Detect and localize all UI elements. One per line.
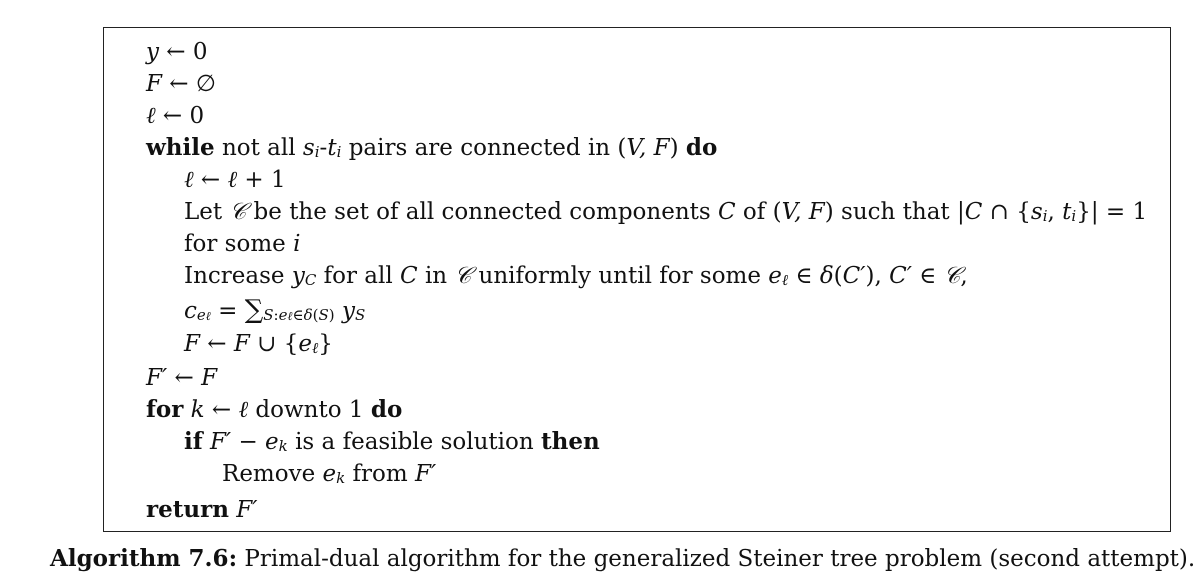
while-condition-text-2: pairs are connected in — [348, 135, 611, 161]
keyword-while: while — [146, 134, 215, 161]
algo-line-remove: Remove $e_k$ from F′ — [222, 461, 437, 487]
let-text-1: Let — [184, 199, 223, 225]
keyword-do: do — [685, 134, 718, 161]
while-condition-text-1: not all — [221, 135, 296, 161]
keyword-for: for — [146, 396, 184, 423]
keyword-downto: downto — [255, 397, 342, 423]
algo-line-increase: Increase $y_C$ for all C in 𝒞 uniformly until for some $e_\ell$ ∈ δ(C′), C′ ∈ 𝒞, — [184, 263, 968, 289]
let-text-4: such that — [841, 199, 950, 225]
algo-line-for: for k ← ℓ downto 1 do — [146, 396, 403, 423]
increase-text-2: for all — [323, 263, 393, 289]
keyword-if: if — [184, 428, 203, 455]
caption-label: Algorithm 7.6: — [50, 545, 238, 572]
algorithm-box — [103, 27, 1171, 532]
let-text-3: of — [742, 199, 766, 225]
algo-line-add-edge: F ← F ∪ $\{e_\ell\}$ — [184, 331, 333, 357]
algo-line-for-some: for some i — [184, 231, 301, 257]
feasible-text: is a feasible solution — [295, 429, 534, 455]
algo-line-if: if $F' - e_k$ is a feasible solution then — [184, 428, 600, 455]
increase-text-3: in — [424, 263, 448, 289]
algo-line-cost-equality: $c_{e\ell} = \sum_{S:e\ell\in\delta(S)}$ $y_S$ — [184, 295, 366, 325]
keyword-then: then — [540, 428, 600, 455]
increase-text-1: Increase — [184, 263, 285, 289]
algo-line-init-f: F ← ∅ — [146, 71, 216, 97]
algo-line-init-l: ℓ ← 0 — [146, 103, 205, 129]
algo-line-increment-l: ℓ ← ℓ + 1 — [184, 167, 286, 193]
keyword-do-2: do — [370, 396, 403, 423]
algo-line-let: Let 𝒞 be the set of all connected components C of (V, F) such that |C ∩ {$s_i$, $t_i\}| = 1$ — [184, 199, 1148, 225]
algo-line-return: return F′ — [146, 496, 258, 523]
algo-line-init-y: y ← 0 — [146, 39, 208, 65]
algo-line-while: while not all $s_i-t_i$ pairs are connected in (V, F) do — [146, 134, 718, 161]
let-text-2: be the set of all connected components — [253, 199, 711, 225]
downto-number: 1 — [348, 397, 364, 423]
caption-text: Primal-dual algorithm for the generalized Steiner tree problem (second attempt). — [244, 546, 1196, 572]
remove-text-2: from — [352, 461, 408, 487]
algorithm-caption — [50, 544, 1195, 574]
algo-line-copy-f: F′ ← F — [146, 365, 218, 391]
increase-text-4: uniformly until for some — [478, 263, 761, 289]
remove-text-1: Remove — [222, 461, 316, 487]
keyword-return: return — [146, 496, 229, 523]
for-some-text: for some — [184, 231, 286, 257]
